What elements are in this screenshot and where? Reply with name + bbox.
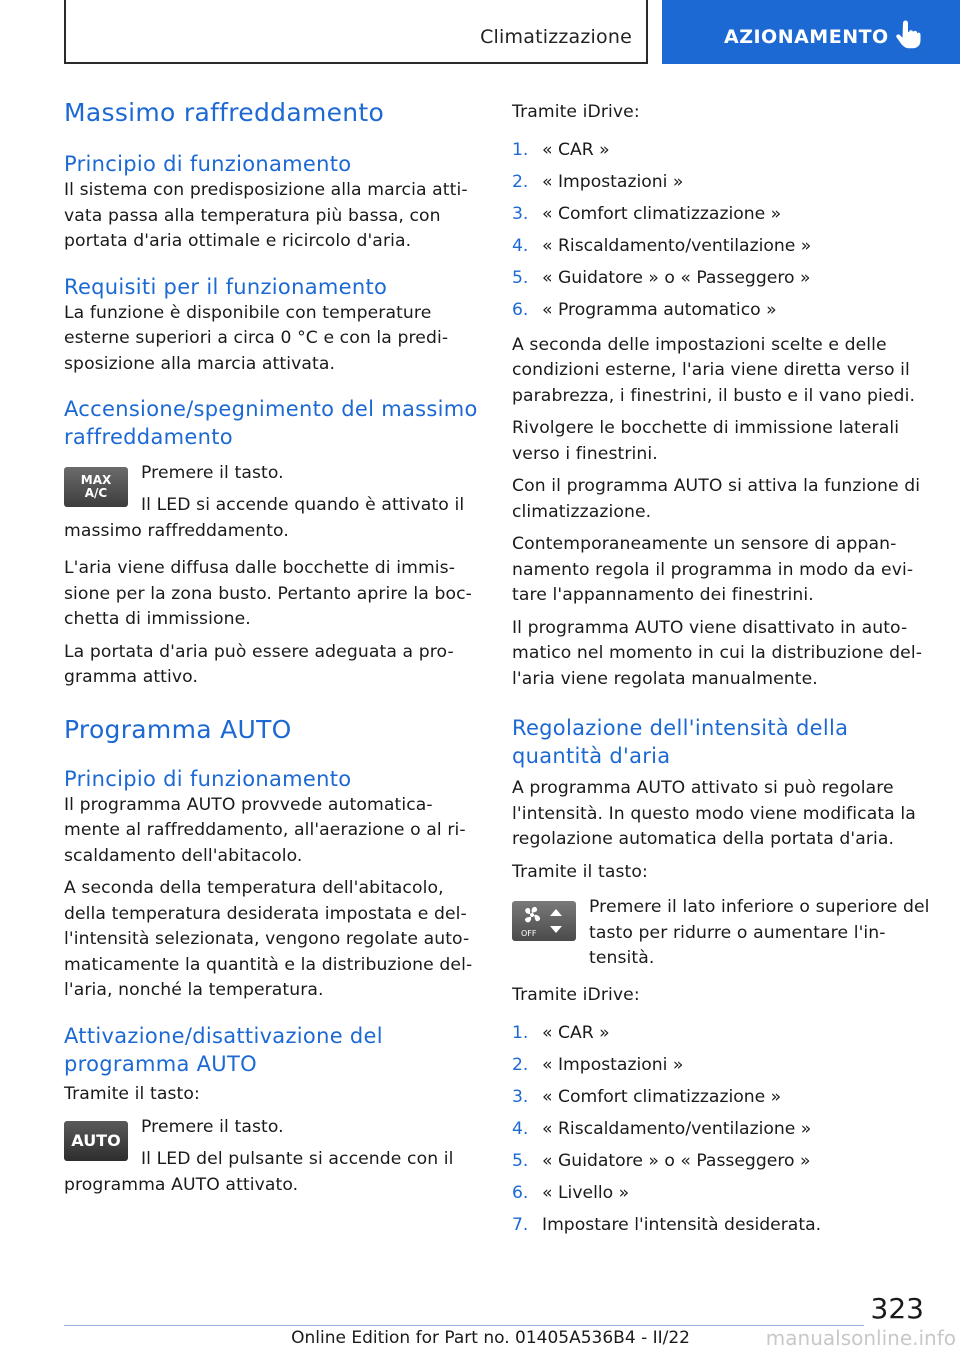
auto-row [64, 1115, 482, 1173]
list-item [512, 230, 932, 262]
text-disattivato: Il programma AUTO viene disattivato in auto-matico nel momento in cui la distribuzione del-l'aria viene regolata manualmente. [512, 617, 923, 689]
list-item-text: « Guidatore » o « Passeggero » [542, 1150, 811, 1171]
text-tramite-tasto-left: Tramite il tasto: [64, 1083, 200, 1104]
list-item [512, 1081, 932, 1113]
page-number: 323 [870, 1292, 924, 1325]
list-item-text: « Livello » [542, 1182, 630, 1203]
text-seconda: A seconda della temperatura dell'abitacolo, della temperatura desiderata impostata e del-l'intensità selezionata, vengono regolate auto-maticamente la quantità e la distribuzione del-l'aria, nonché la temperatura. [64, 878, 473, 1000]
list-item-number: 1. [512, 139, 529, 160]
watermark-text: manualsonline.info [765, 1326, 956, 1350]
list-item [512, 1145, 932, 1177]
list-item [512, 1113, 932, 1145]
fan-intensity-key-icon [512, 901, 576, 941]
heading-principio-1: Principio di funzionamento [64, 152, 352, 176]
list-item [512, 134, 932, 166]
text-portata: La portata d'aria può essere adeguata a pro-gramma attivo. [64, 641, 454, 687]
list-item-text: « Impostazioni » [542, 1054, 684, 1075]
text-led-2: Il LED del pulsante si accende con il programma AUTO attivato. [64, 1149, 454, 1195]
heading-massimo: Massimo raffreddamento [64, 98, 385, 127]
text-requisiti: La funzione è disponibile con temperature esterne superiori a circa 0 °C e con la predi-sposizione alla marcia attivata. [64, 302, 449, 374]
heading-programma-auto: Programma AUTO [64, 714, 292, 744]
list-item-text: Impostare l'intensità desiderata. [542, 1214, 822, 1235]
heading-regolazione: Regolazione dell'intensità della quantità d'aria [512, 716, 849, 768]
text-rivolgere: Rivolgere le bocchette di immissione laterali verso i finestrini. [512, 418, 900, 464]
list-item-text: « Riscaldamento/ventilazione » [542, 1118, 812, 1139]
list-item [512, 198, 932, 230]
text-seconda-impostazioni: A seconda delle impostazioni scelte e delle condizioni esterne, l'aria viene diretta verso il parabrezza, i finestrini, il busto e il vano piedi. [512, 334, 916, 406]
text-principio-2: Il programma AUTO provvede automatica-mente al raffreddamento, all'aerazione o al ri-scaldamento dell'abitacolo. [64, 794, 466, 866]
heading-accensione: Accensione/spegnimento del massimo raffreddamento [64, 397, 478, 449]
list-item-text: « CAR » [542, 139, 610, 160]
fan-key-row [512, 895, 932, 975]
text-premere-1: Premere il tasto. [141, 463, 284, 483]
list-item [512, 294, 932, 326]
list-item-number: 4. [512, 1118, 529, 1139]
max-ac-key-icon [64, 467, 128, 507]
fan-icon [512, 901, 576, 941]
max-key-label-1: MAX [80, 473, 112, 487]
max-ac-row [64, 461, 482, 519]
list-item-number: 6. [512, 1182, 529, 1203]
text-principio-1: Il sistema con predisposizione alla marcia atti-vata passa alla temperatura più bassa, con portata d'aria ottimale e ricircolo d'aria. [64, 180, 468, 251]
list-item-text: « Riscaldamento/ventilazione » [542, 235, 812, 256]
list-item-number: 7. [512, 1214, 529, 1235]
list-item-text: « Impostazioni » [542, 171, 684, 192]
auto-key-icon: AUTO [64, 1121, 128, 1161]
list-item-number: 1. [512, 1022, 529, 1043]
header-section-title: Climatizzazione [480, 26, 632, 48]
list-item-text: « Programma automatico » [542, 299, 777, 320]
right-column [512, 100, 932, 1241]
edition-text: Online Edition for Part no. 01405A536B4 - II/22 [291, 1328, 690, 1348]
max-key-label-2: A/C [84, 486, 108, 500]
heading-attivazione: Attivazione/disattivazione del programma AUTO [64, 1023, 383, 1076]
fan-key-off-label: OFF [521, 929, 537, 938]
header-chapter-tab [662, 0, 960, 64]
list-item [512, 1177, 932, 1209]
list-item-text: « CAR » [542, 1022, 610, 1043]
text-a-programma: A programma AUTO attivato si può regolare l'intensità. In questo modo viene modificata la regolazione automatica della portata d'aria. [512, 778, 916, 849]
pointing-hand-icon [894, 20, 922, 50]
list-item-number: 5. [512, 267, 529, 288]
list-item-text: « Comfort climatizzazione » [542, 203, 782, 224]
list-item-number: 3. [512, 203, 529, 224]
idrive-steps-list-2 [512, 1017, 932, 1241]
text-premere-2: Premere il tasto. [141, 1117, 284, 1137]
text-tramite-tasto-right: Tramite il tasto: [512, 861, 648, 882]
left-column [64, 98, 482, 1198]
heading-requisiti: Requisiti per il funzionamento [64, 274, 388, 299]
footer-divider [64, 1325, 864, 1326]
list-item-number: 2. [512, 171, 529, 192]
list-item [512, 1017, 932, 1049]
header-chapter-title: AZIONAMENTO [724, 26, 889, 48]
text-led-1: Il LED si accende quando è attivato il massimo raffreddamento. [64, 495, 465, 541]
list-item-number: 3. [512, 1086, 529, 1107]
list-item-text: « Guidatore » o « Passeggero » [542, 267, 811, 288]
text-con-auto: Con il programma AUTO si attiva la funzione di climatizzazione. [512, 476, 921, 522]
text-premere-lato: Premere il lato inferiore o superiore del tasto per ridurre o aumentare l'in-tensità. [589, 897, 930, 968]
list-item [512, 166, 932, 198]
text-tramite-idrive-1: Tramite iDrive: [512, 102, 640, 122]
heading-principio-2: Principio di funzionamento [64, 766, 352, 791]
list-item [512, 262, 932, 294]
list-item [512, 1049, 932, 1081]
text-aria: L'aria viene diffusa dalle bocchette di immis-sione per la zona busto. Pertanto aprire la boc-chetta di immissione. [64, 558, 472, 629]
list-item-number: 4. [512, 235, 529, 256]
idrive-steps-list-1 [512, 134, 932, 326]
list-item-number: 2. [512, 1054, 529, 1075]
list-item-number: 5. [512, 1150, 529, 1171]
list-item [512, 1209, 932, 1241]
text-tramite-idrive-2: Tramite iDrive: [512, 985, 640, 1005]
list-item-text: « Comfort climatizzazione » [542, 1086, 782, 1107]
list-item-number: 6. [512, 299, 529, 320]
text-contemporaneamente: Contemporaneamente un sensore di appan-namento regola il programma in modo da evi-tare l'appannamento dei finestrini. [512, 534, 914, 605]
header-section-box [64, 0, 648, 64]
